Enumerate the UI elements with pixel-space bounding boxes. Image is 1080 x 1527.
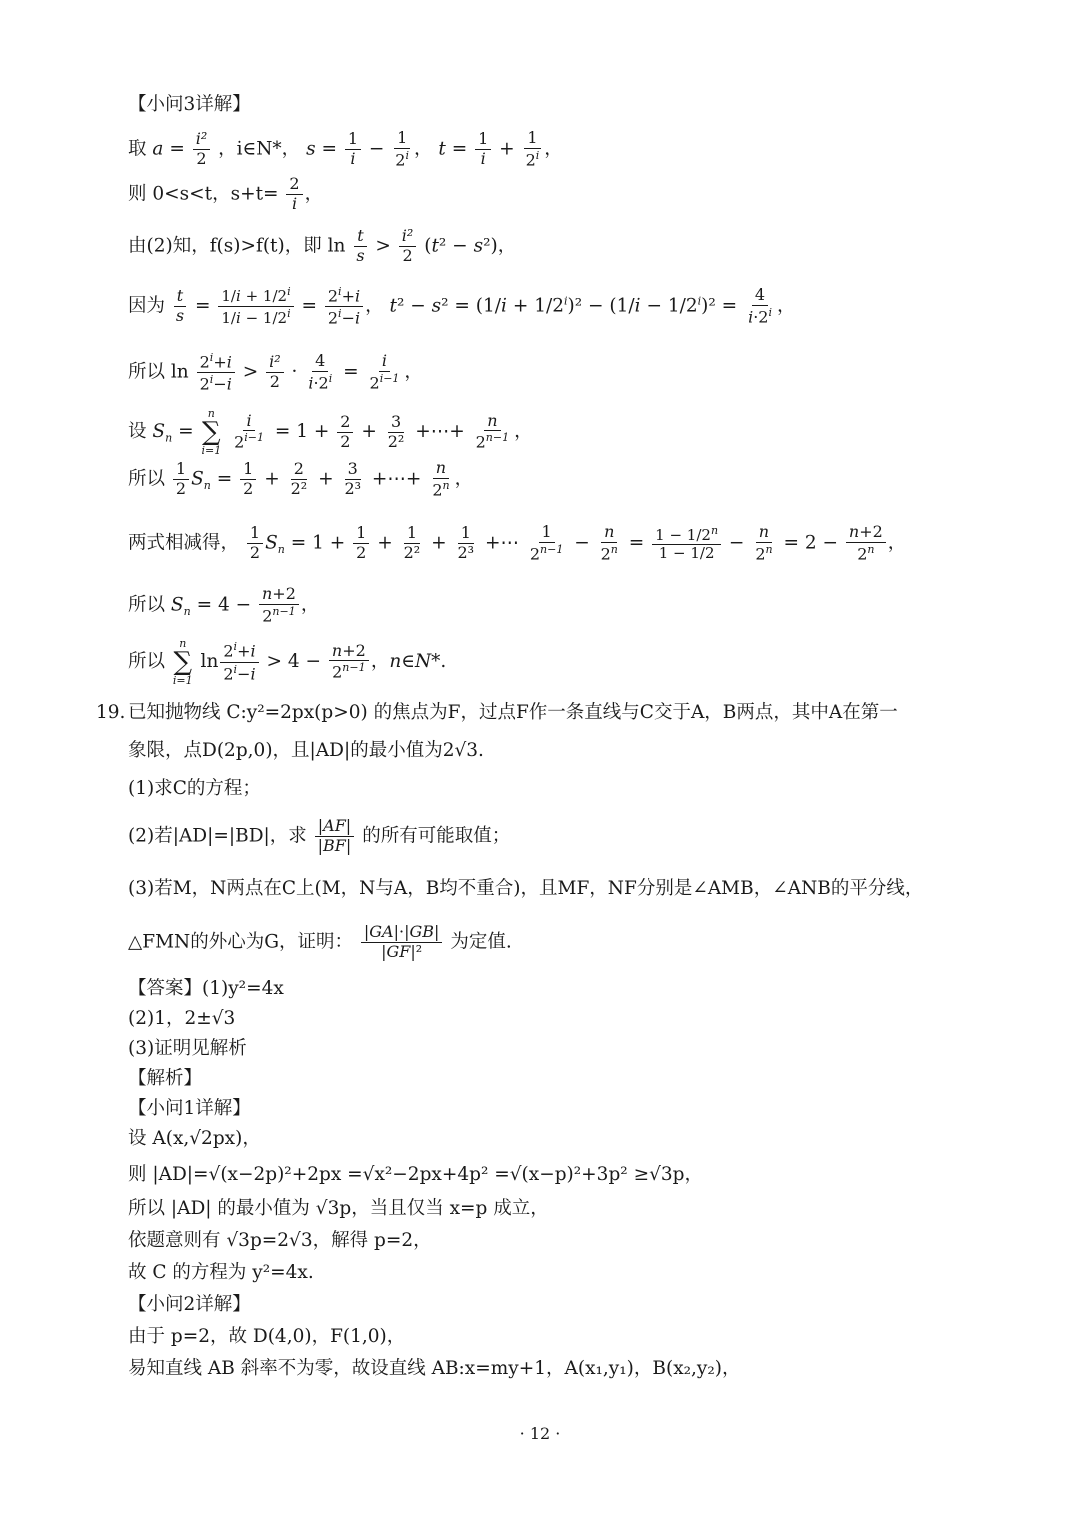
text: 则 0<s<t，s+t=: [128, 183, 279, 205]
problem-19-stem-1: [96, 700, 1010, 726]
problem-19-stem-2: 象限，点D(2p,0)，且|AD|的最小值为2√3.: [128, 740, 484, 761]
solution-line-3: 所以 |AD| 的最小值为 √3p，当且仅当 x=p 成立，: [128, 1198, 549, 1219]
text: 因为: [128, 295, 166, 317]
text: 所以: [128, 468, 166, 490]
line-subtract: 两式相减得， $\frac{1}{2}$ $S_n = 1$ + $\frac{1}{2}$ + $\frac{1}{\text{2²}}$ + $\frac{1}{\text{2³}}$ +⋯ $\frac{1}{2^{n-1}}$ − $\frac{n}{2^n}$ = $\frac{1 - 1/2^n}{1 - 1/2}$ − $\frac{n}{2^n}$ = 2 − $\frac{n+2}{2^n}$ ，: [128, 522, 907, 564]
text: △FMN的外心为G，证明：: [128, 931, 353, 953]
answer-3: (3)证明见解析: [128, 1038, 247, 1059]
text: (2)若|AD|=|BD|，求: [128, 825, 307, 847]
analysis-heading: 【解析】: [128, 1068, 203, 1089]
text: 取: [128, 138, 147, 160]
text: 的所有可能取值；: [362, 825, 511, 847]
solution-line-1: 设 A(x,√2px)，: [128, 1128, 261, 1149]
answer-1: 【答案】(1)y²=4x: [128, 978, 284, 999]
problem-19-q2: (2)若|AD|=|BD|，求 $\frac{|AF|}{|BF|}$ 的所有可能取值；: [128, 816, 511, 855]
text: 设: [128, 421, 147, 442]
text: 所以 ln: [128, 361, 189, 383]
line-Sn-result: 所以 $S_n = 4$ − $\frac{n+2}{2^{n-1}}$ ，: [128, 584, 320, 626]
line-from-2: 由(2)知，f(s)>f(t)，即 ln $\frac{t}{s}$ > $\frac{\text{i²}}{2}$ (t² − s²)，: [128, 226, 517, 265]
solution-line-6: 由于 p=2，故 D(4,0)，F(1,0)，: [128, 1326, 406, 1347]
problem-19-q3-line-2: △FMN的外心为G，证明： $\frac{|GA|\cdot|GB|}{\text{|GF|²}}$ 为定值.: [128, 922, 512, 961]
problem-19-q3-line-1: (3)若M，N两点在C上(M，N与A，B均不重合)，且MF，NF分别是∠AMB，∠ANB的平分线，: [128, 878, 924, 899]
line-then: 则 0<s<t，s+t= $\frac{2}{i}$ ，: [128, 174, 324, 213]
solution-line-5: 故 C 的方程为 y²=4x.: [128, 1262, 314, 1283]
subquestion-1-heading: 【小问1详解】: [128, 1098, 251, 1119]
solution-line-2: 则 |AD|=√(x−2p)²+2px =√x²−2px+4p² =√(x−p)²+3p² ≥√3p，: [128, 1164, 703, 1185]
text: 所以: [128, 594, 166, 616]
text: 为定值.: [450, 931, 512, 953]
page-number: · 12 ·: [519, 1424, 561, 1443]
line-because: 因为 $\frac{t}{s}$ = $\frac{1/i + 1/2^i}{1/i - 1/2^i}$ = $\frac{2^i+i}{2^i-i}$ ， $t^2 - s^2 = (1/i + 1/2^i)^2 - (1/i - 1/2^i)^2$ = $\frac{4}{i\cdot 2^i}$ ，: [128, 285, 796, 328]
subquestion-2-heading: 【小问2详解】: [128, 1294, 251, 1315]
text: 所以: [128, 651, 166, 672]
text: 两式相减得，: [128, 532, 240, 554]
text: 由(2)知，f(s)>f(t)，即 ln: [128, 235, 346, 257]
problem-number: 19.: [96, 702, 126, 723]
problem-19-q1: (1)求C的方程；: [128, 778, 261, 799]
answer-2: (2)1，2±√3: [128, 1008, 236, 1029]
line-define-Sn: 设 $S_n$ = n ∑ i=1 $\frac{i}{2^{i-1}}$ = 1 + $\frac{2}{2}$ + $\frac{3}{\text{2²}}$ +⋯+ $\frac{n}{2^{n-1}}$ ，: [128, 407, 533, 457]
line-conclusion: 所以 n ∑ i=1 ln $\frac{2^i+i}{2^i-i}$ > 4 − $\frac{n+2}{2^{n-1}}$ ，n∈N*.: [128, 637, 447, 687]
line-half-Sn: 所以 $\frac{1}{2}$ $S_n$ = $\frac{1}{2}$ + $\frac{2}{\text{2²}}$ + $\frac{3}{\text{2³}}$ +⋯+ $\frac{n}{2^n}$ ，: [128, 458, 474, 500]
line-take-a: 取 a = $\frac{\text{i²}}{2}$ ，i∈N*， s = $\frac{1}{i}$ − $\frac{1}{2^i}$ ， t = $\frac{1}{i}$ + $\frac{1}{2^i}$ ，: [128, 128, 563, 170]
solution-line-4: 依题意则有 √3p=2√3，解得 p=2，: [128, 1230, 432, 1251]
text: ，i∈N*，: [218, 138, 301, 160]
solution-line-7: 易知直线 AB 斜率不为零，故设直线 AB:x=my+1，A(x₁,y₁)，B(x₂,y₂)，: [128, 1358, 741, 1379]
line-so-ln: 所以 ln $\frac{2^i+i}{2^i-i}$ > $\frac{\text{i²}}{2}$ · $\frac{4}{i\cdot 2^i}$ = $\frac{i}{2^{i-1}}$ ，: [128, 351, 423, 394]
subquestion-3-heading: 【小问3详解】: [128, 94, 251, 115]
text: 已知抛物线 C:y²=2px(p>0) 的焦点为F，过点F作一条直线与C交于A，B两点，其中A在第一: [128, 702, 898, 723]
